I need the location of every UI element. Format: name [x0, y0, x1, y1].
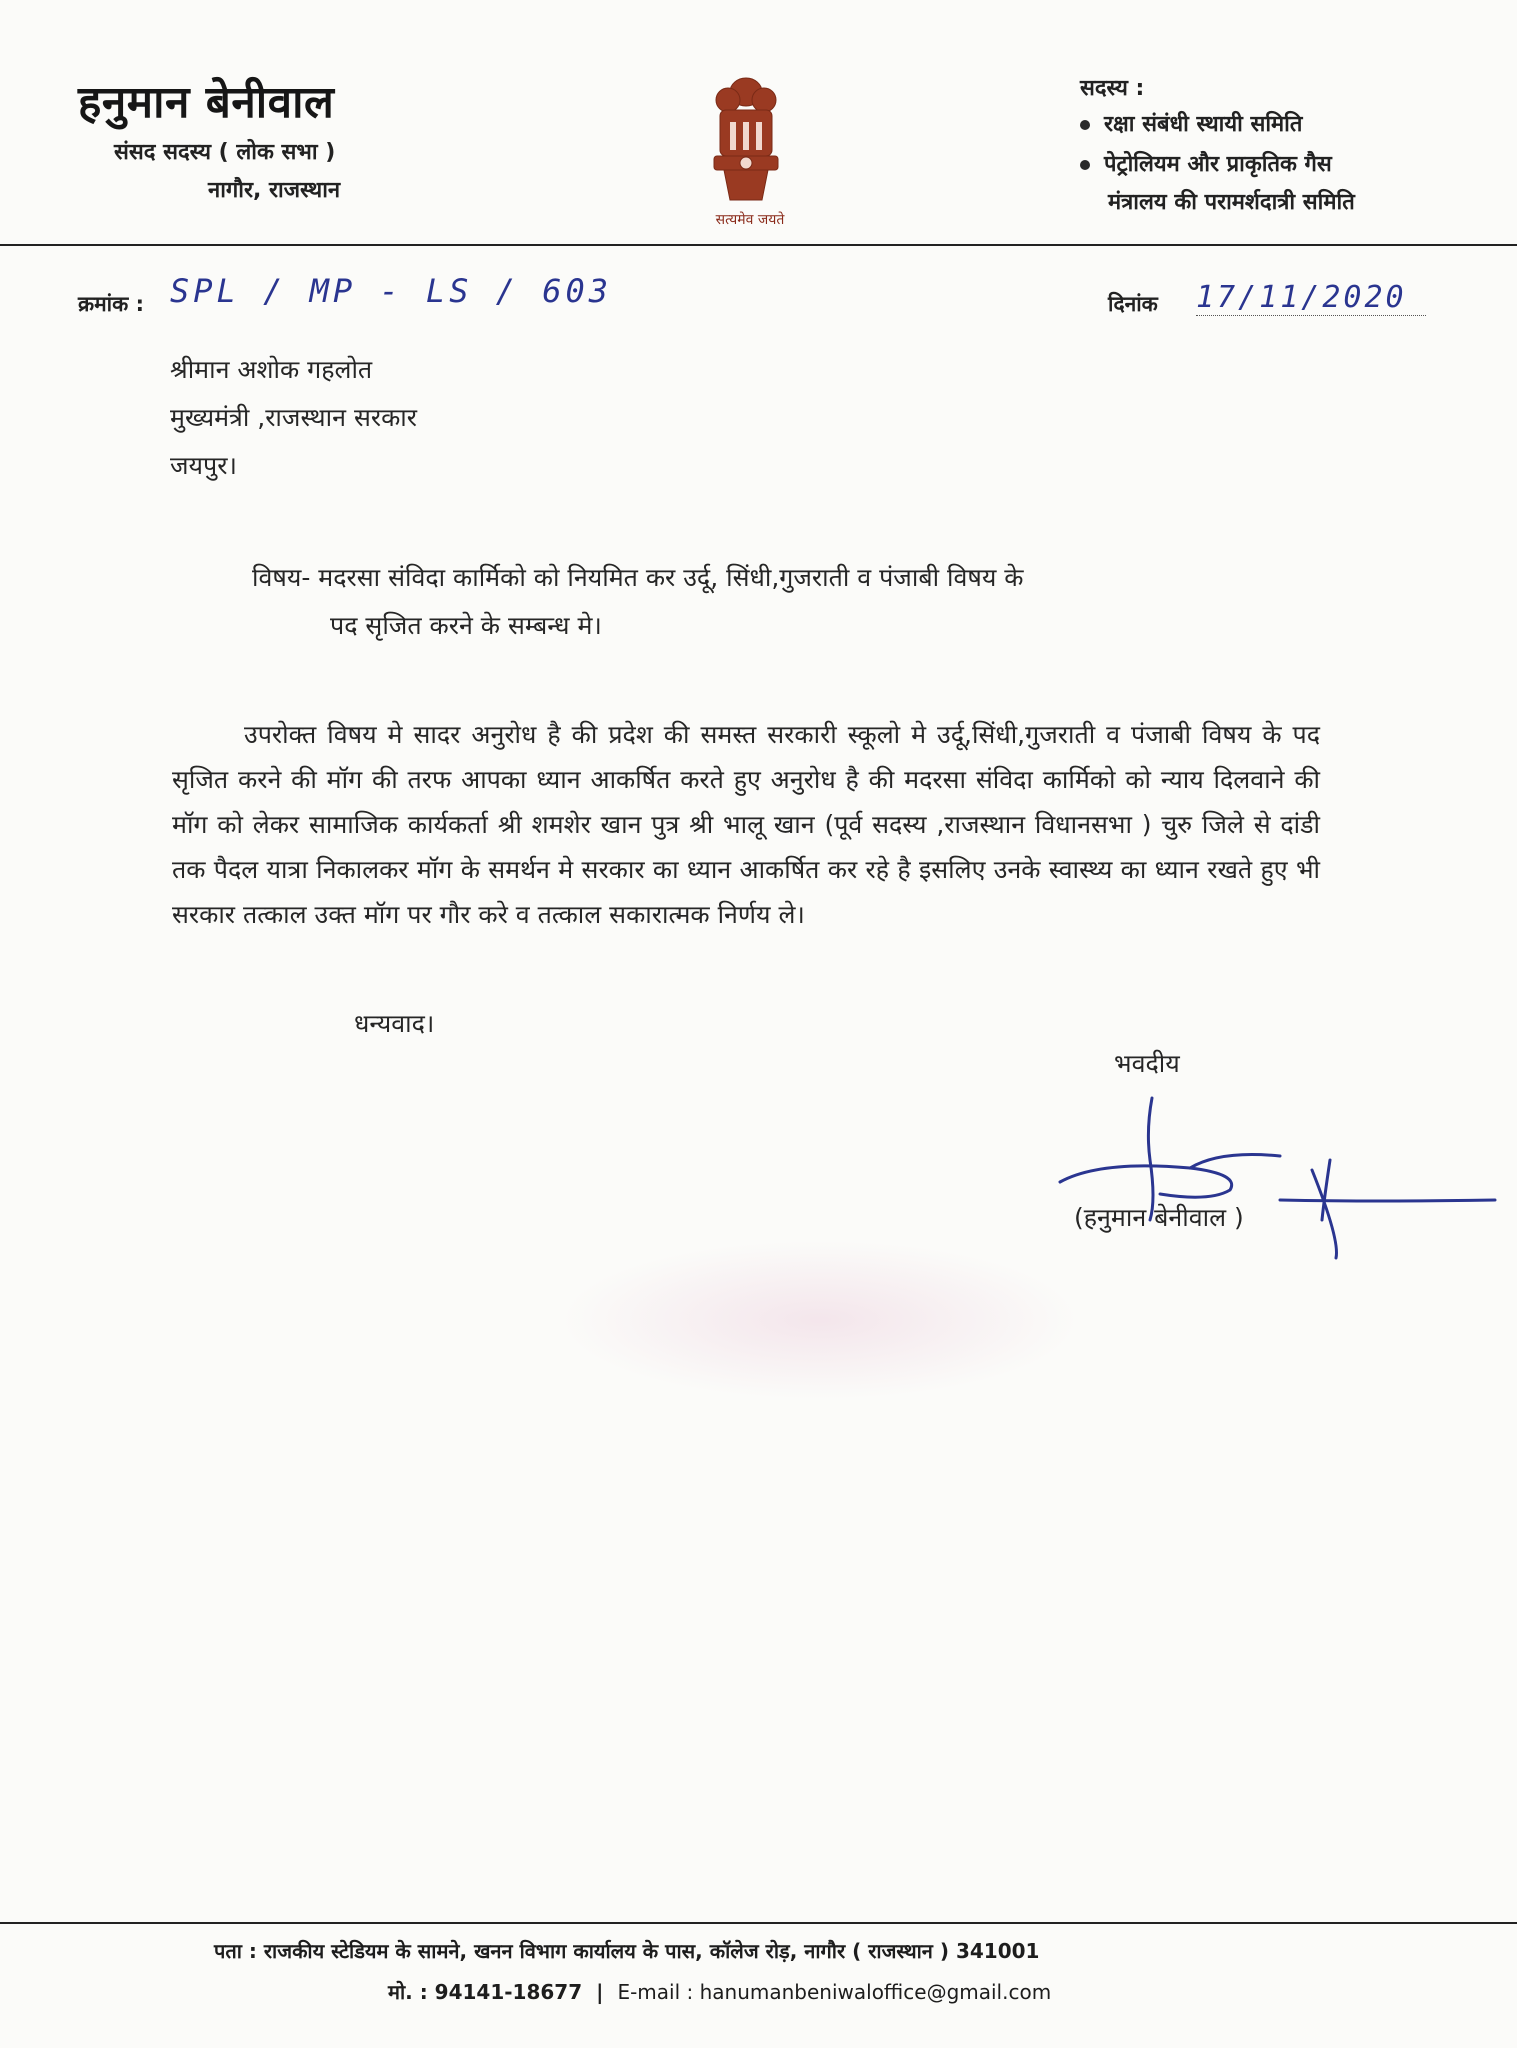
recipient-line: श्रीमान अशोक गहलोत: [170, 355, 373, 384]
national-emblem-icon: [700, 70, 792, 230]
letter-body: उपरोक्त विषय मे सादर अनुरोध है की प्रदेश की समस्त सरकारी स्कूलो मे उर्दू,सिंधी,गुजराती व पंजाबी विषय के पद सृजित करने की मॉग की तरफ आपका ध्यान आकर्षित करते हुए अनुरोध है की मदरसा संविदा कार्मिको को न्याय दिलवाने की मॉग को लेकर सामाजिक कार्यकर्ता श्री शमशेर खान पुत्र श्री भालू खान (पूर्व सदस्य ,राजस्थान विधानसभा ) चुरु जिले से दांडी तक पैदल यात्रा निकालकर मॉग के समर्थन मे सरकार का ध्यान आकर्षित कर रहे है इसलिए उनके स्वास्थ्य का ध्यान रखते हुए भी सरकार तत्काल उक्त मॉग पर गौर करे व तत्काल सकारात्मक निर्णय ले।: [172, 720, 1320, 929]
subject-line: विषय- मदरसा संविदा कार्मिको को नियमित कर उर्दू, सिंधी,गुजराती व पंजाबी विषय के: [252, 563, 1024, 592]
sender-place: नागौर, राजस्थान: [208, 178, 341, 203]
date-value: 17/11/2020: [1196, 280, 1426, 316]
footer-mobile: मो. : 94141-18677: [388, 1980, 583, 2004]
footer-divider: [0, 1922, 1517, 1924]
thanks-text: धन्यवाद।: [354, 1009, 435, 1038]
sender-name: हनुमान बेनीवाल: [78, 77, 335, 128]
reference-number: SPL / MP - LS / 603: [170, 272, 613, 310]
header-divider: [0, 244, 1517, 246]
membership-item: पेट्रोलियम और प्राकृतिक गैस: [1080, 148, 1332, 178]
footer-contact: [388, 1978, 1051, 2005]
footer-separator: |: [596, 1980, 604, 2004]
closing-text: भवदीय: [1114, 1049, 1180, 1078]
subject-line: पद सृजित करने के सम्बन्ध मे।: [330, 611, 602, 640]
sender-role: संसद सदस्य ( लोक सभा ): [114, 140, 336, 165]
date-label: दिनांक: [1108, 292, 1158, 316]
bullet-icon: [1080, 120, 1090, 130]
signatory-name: (हनुमान बेनीवाल ): [1074, 1203, 1244, 1232]
membership-title: सदस्य :: [1080, 76, 1145, 101]
membership-item-continued: मंत्रालय की परामर्शदात्री समिति: [1108, 190, 1355, 215]
paper-smudge: [560, 1240, 1080, 1400]
signature-image: [1040, 1090, 1500, 1270]
footer-address: पता : राजकीय स्टेडियम के सामने, खनन विभाग कार्यालय के पास, कॉलेज रोड़, नागौर ( राजस्थान ) 341001: [214, 1939, 1040, 1963]
emblem-motto: सत्यमेव जयते: [715, 212, 785, 228]
recipient-line: मुख्यमंत्री ,राजस्थान सरकार: [170, 403, 417, 432]
reference-label: क्रमांक :: [78, 292, 144, 316]
recipient-line: जयपुर।: [170, 451, 237, 480]
footer-email: E-mail : hanumanbeniwaloffice@gmail.com: [617, 1980, 1052, 2004]
membership-item: रक्षा संबंधी स्थायी समिति: [1080, 108, 1302, 138]
bullet-icon: [1080, 160, 1090, 170]
